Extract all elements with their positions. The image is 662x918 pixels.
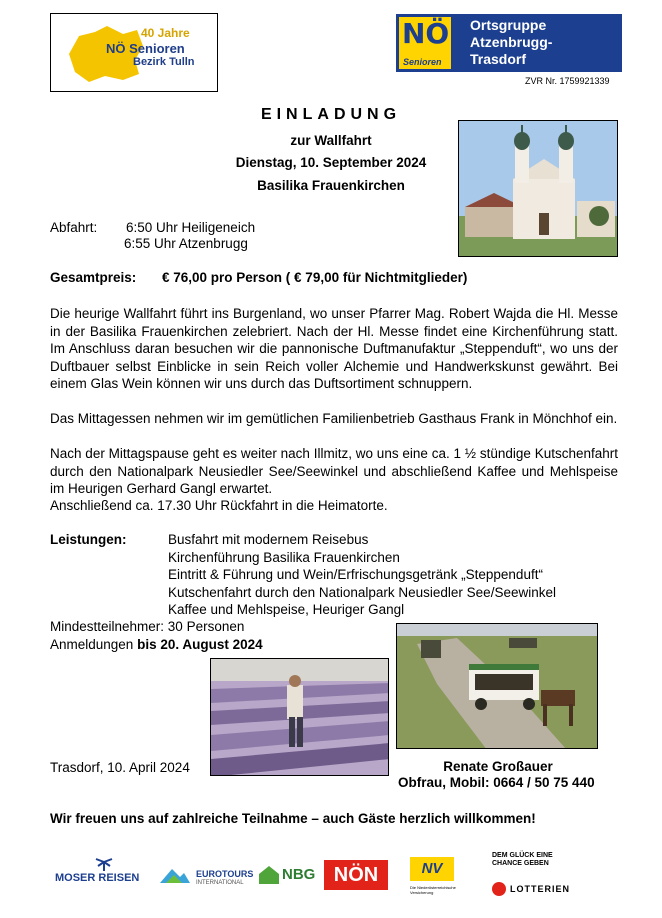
- minimum-participants: Mindestteilnehmer: 30 Personen: [50, 619, 245, 634]
- registration-prefix: Anmeldungen: [50, 637, 138, 652]
- departure-time-1: 6:50 Uhr Heiligeneich: [126, 220, 256, 235]
- ortsgruppe-line: Trasdorf: [470, 51, 527, 67]
- place-and-date: Trasdorf, 10. April 2024: [50, 760, 190, 775]
- ortsgruppe-line: Ortsgruppe: [470, 17, 547, 33]
- description-paragraph: Die heurige Wallfahrt führt ins Burgenland, wo unser Pfarrer Mag. Robert Wajda die Hl. Messe in der Basilika Frauenkirchen zelebriert. Nach der Hl. Messe findet eine Kirchenführung statt. Im Anschluss daran besuchen wir die pannonische Duftmanufaktur „Steppenduft“, wo uns der Duftbauer selbst Einblicke in sein Reich voller Alchemie und Handwerkskunst gewährt. Bei einem Glas Wein können wir uns durch das Duftsortiment schnuppern.: [50, 306, 618, 391]
- description-paragraph: Anschließend ca. 17.30 Uhr Rückfahrt in die Heimatorte.: [50, 498, 388, 513]
- nbg-house-icon: [258, 865, 280, 885]
- moser-reisen-logo: MOSER REISEN: [55, 872, 140, 884]
- lavender-illustration: [211, 659, 389, 776]
- logo-district: Bezirk Tulln: [133, 56, 195, 68]
- service-item: Kirchenführung Basilika Frauenkirchen: [168, 550, 400, 565]
- senioren-tulln-logo: [50, 13, 218, 92]
- description-paragraph: Das Mittagessen nehmen wir im gemütlichen Familienbetrieb Gasthaus Frank in Mönchhof ein.: [50, 411, 618, 426]
- contact-name: Renate Großauer: [443, 759, 553, 774]
- badge-subtext: Senioren: [403, 57, 442, 67]
- service-item: Busfahrt mit modernem Reisebus: [168, 532, 369, 547]
- registration-line: [50, 637, 263, 652]
- lotterien-icon: [492, 882, 506, 896]
- logo-org-name: NÖ Senioren: [106, 41, 185, 56]
- nv-subtitle: Die Niederösterreichische Versicherung: [410, 885, 456, 895]
- ortsgruppe-name: [470, 17, 552, 68]
- price-value: € 76,00 pro Person ( € 79,00 für Nichtmitglieder): [162, 270, 468, 285]
- noe-senioren-badge: [399, 17, 451, 69]
- subtitle-event: zur Wallfahrt: [290, 133, 372, 148]
- nv-logo: NV: [410, 857, 454, 881]
- description-paragraph: Nach der Mittagspause geht es weiter nach Illmitz, wo uns eine ca. 1 ½ stündige Kutschenfahrt durch den Nationalpark Neusiedler See/Seewinkel und abschließend Kaffee und Mehlspeise im Heurigen Gerhard Gangl erwartet.: [50, 446, 618, 496]
- eurotours-mountain-icon: [160, 867, 190, 883]
- carriage-illustration: [397, 624, 598, 749]
- page-title: EINLADUNG: [260, 106, 402, 123]
- service-item: Kaffee und Mehlspeise, Heuriger Gangl: [168, 602, 405, 617]
- eurotours-subtitle: INTERNATIONAL: [196, 880, 244, 886]
- departure-time-2: 6:55 Uhr Atzenbrugg: [124, 236, 248, 251]
- badge-text: NÖ: [402, 17, 450, 50]
- registration-deadline: bis 20. August 2024: [137, 637, 263, 652]
- departure-label: Abfahrt:: [50, 220, 98, 235]
- service-item: Eintritt & Führung und Wein/Erfrischungsgetränk „Steppenduft“: [168, 567, 543, 582]
- services-label: Leistungen:: [50, 532, 127, 547]
- closing-line: Wir freuen uns auf zahlreiche Teilnahme – auch Gäste herzlich willkommen!: [50, 811, 536, 826]
- lotterien-slogan: DEM GLÜCK EINE CHANCE GEBEN: [492, 852, 553, 867]
- contact-detail: Obfrau, Mobil: 0664 / 50 75 440: [398, 775, 595, 790]
- sponsor-strip: [0, 845, 662, 915]
- noen-logo: NÖN: [324, 860, 388, 890]
- eurotours-logo: EUROTOURS: [196, 869, 254, 879]
- basilica-illustration: [459, 121, 618, 257]
- nbg-logo: NBG: [282, 866, 316, 883]
- carriage-ride-photo: [396, 623, 598, 749]
- subtitle-date: Dienstag, 10. September 2024: [235, 155, 427, 170]
- palm-tree-icon: [92, 857, 116, 871]
- ortsgruppe-logo: [396, 14, 622, 72]
- basilica-photo: [458, 120, 618, 257]
- logo-years: 40 Jahre: [141, 26, 190, 40]
- service-item: Kutschenfahrt durch den Nationalpark Neusiedler See/Seewinkel: [168, 585, 556, 600]
- zvr-number: ZVR Nr. 1759921339: [525, 76, 610, 86]
- lotterien-logo: LOTTERIEN: [510, 884, 570, 894]
- subtitle-location: Basilika Frauenkirchen: [257, 178, 405, 193]
- ortsgruppe-line: Atzenbrugg-: [470, 34, 553, 50]
- price-label: Gesamtpreis:: [50, 270, 137, 285]
- lavender-field-photo: [210, 658, 389, 776]
